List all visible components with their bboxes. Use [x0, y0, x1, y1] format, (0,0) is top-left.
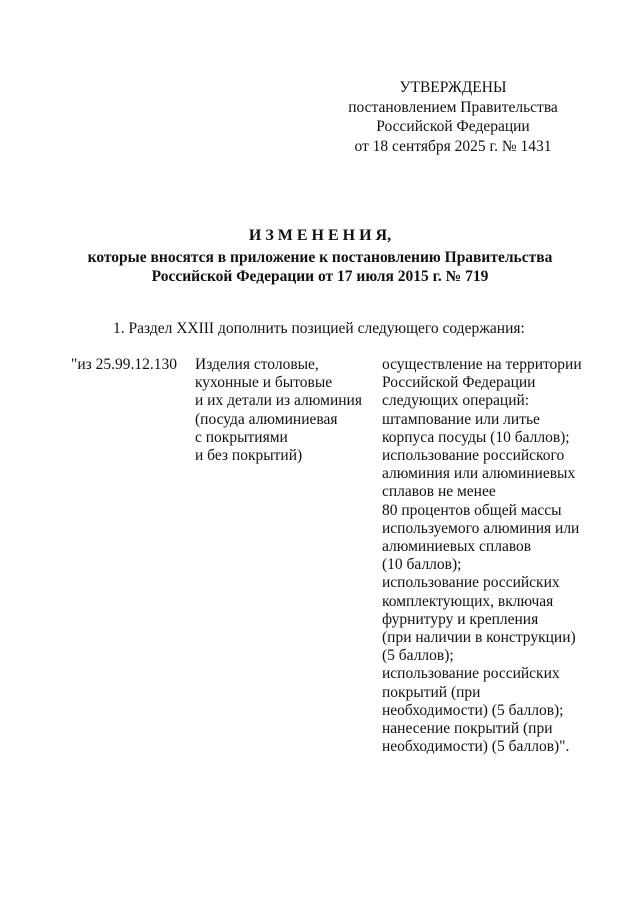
position-table-row — [71, 356, 582, 756]
amendment-paragraph: 1. Раздел XXIII дополнить позицией следующего содержания: — [113, 320, 525, 337]
product-code-cell: "из 25.99.12.130 — [71, 356, 177, 373]
document-title: И З М Е Н Е Н И Я, — [248, 227, 392, 244]
approval-block: УТВЕРЖДЕНЫ постановлением Правительства Российской Федерации от 18 сентября 2025 г. № 1431 — [348, 79, 558, 155]
product-description-cell: Изделия столовые, кухонные и бытовые и их детали из алюминия (посуда алюминиевая с покрытиями и без покрытий) — [195, 356, 362, 465]
requirements-cell: осуществление на территории Российской Федерации следующих операций: штампование или литье корпуса посуды (10 баллов); использование российского алюминия или алюминиевых сплавов не менее 80 процентов общей массы используемого алюминия или алюминиевых сплавов (10 баллов); использование российских комплектующих, включая фурнитуру и крепления (при наличии в конструкции) (5 баллов); использование российских покрытий (при необходимости) (5 баллов); нанесение покрытий (при необходимости) (5 баллов)". — [382, 356, 582, 756]
document-subtitle: которые вносятся в приложение к постановлению Правительства Российской Федерации от 17 июля 2015 г. № 719 — [87, 249, 553, 285]
